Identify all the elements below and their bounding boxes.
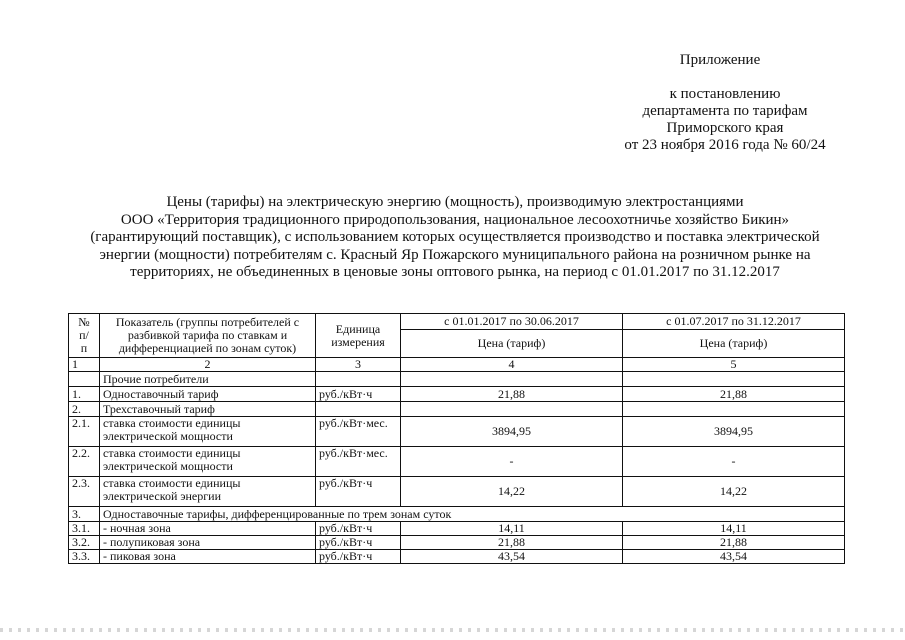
- row-unit: [316, 402, 401, 417]
- column-number: 1: [69, 358, 100, 372]
- table-row: [69, 522, 845, 536]
- row-unit: руб./кВт·ч: [316, 387, 401, 402]
- row-value-2: -: [623, 447, 845, 477]
- row-value-1: 3894,95: [401, 417, 623, 447]
- table-row: [69, 507, 845, 522]
- row-name: ставка стоимости единицы электрической мощности: [100, 417, 316, 447]
- row-unit: руб./кВт·ч: [316, 522, 401, 536]
- column-number: 4: [401, 358, 623, 372]
- appendix-ref-line: к постановлению: [669, 86, 781, 102]
- header-indicator: Показатель (группы потребителей с разбивкой тарифа по ставкам и дифференциацией по зонам суток): [100, 314, 316, 358]
- row-num: [69, 372, 100, 387]
- tariff-table: [68, 313, 845, 564]
- appendix-reference: [590, 86, 860, 154]
- column-number: 3: [316, 358, 401, 372]
- row-name: - пиковая зона: [100, 550, 316, 564]
- row-num: 3.3.: [69, 550, 100, 564]
- title-line: Цены (тарифы) на электрическую энергию (мощность), производимую электростанциями: [166, 194, 744, 210]
- row-num: 1.: [69, 387, 100, 402]
- row-num: 3.: [69, 507, 100, 522]
- row-value-1: -: [401, 447, 623, 477]
- row-unit: руб./кВт·ч: [316, 536, 401, 550]
- row-name: - ночная зона: [100, 522, 316, 536]
- row-name: Одноставочный тариф: [100, 387, 316, 402]
- header-period-1: с 01.01.2017 по 30.06.2017: [401, 314, 623, 330]
- header-period-2: с 01.07.2017 по 31.12.2017: [623, 314, 845, 330]
- row-value-2: 14,11: [623, 522, 845, 536]
- appendix-ref-line: от 23 ноября 2016 года № 60/24: [624, 137, 826, 153]
- row-name: - полупиковая зона: [100, 536, 316, 550]
- row-value-2: 43,54: [623, 550, 845, 564]
- row-num: 2.2.: [69, 447, 100, 477]
- appendix-ref-line: департамента по тарифам: [642, 103, 808, 119]
- title-line: (гарантирующий поставщик), с использованием которых осуществляется производство и поставка электрической: [90, 229, 820, 245]
- row-value-1: 21,88: [401, 387, 623, 402]
- appendix-ref-line: Приморского края: [666, 120, 784, 136]
- row-num: 2.: [69, 402, 100, 417]
- table-row: [69, 477, 845, 507]
- row-value-2: [623, 402, 845, 417]
- title-line: энергии (мощности) потребителям с. Красный Яр Пожарского муниципального района на розничном рынке на: [99, 246, 811, 263]
- row-name: ставка стоимости единицы электрической мощности: [100, 447, 316, 477]
- row-unit: руб./кВт·мес.: [316, 417, 401, 447]
- row-value-2: 14,22: [623, 477, 845, 507]
- column-number: 5: [623, 358, 845, 372]
- row-value-2: 3894,95: [623, 417, 845, 447]
- table-row: [69, 387, 845, 402]
- appendix-title: Приложение: [679, 52, 761, 68]
- row-value-1: [401, 402, 623, 417]
- row-name: Прочие потребители: [100, 372, 316, 387]
- table-row: [69, 536, 845, 550]
- table-row: [69, 417, 845, 447]
- document-title: [80, 194, 830, 282]
- row-value-2: 21,88: [623, 536, 845, 550]
- row-value-2: 21,88: [623, 387, 845, 402]
- scan-artifact: [0, 628, 905, 632]
- row-unit: руб./кВт·ч: [316, 477, 401, 507]
- table-row: [69, 402, 845, 417]
- table-row: [69, 447, 845, 477]
- header-price-1: Цена (тариф): [401, 330, 623, 358]
- header-num: № п/п: [69, 314, 100, 358]
- row-value-2: [623, 372, 845, 387]
- row-num: 2.3.: [69, 477, 100, 507]
- row-value-1: 21,88: [401, 536, 623, 550]
- row-name: Одноставочные тарифы, дифференцированные по трем зонам суток: [100, 507, 845, 522]
- title-line: территориях, не объединенных в ценовые зоны оптового рынка, на период с 01.01.2017 по 31.12.2017: [130, 264, 780, 280]
- row-unit: руб./кВт·мес.: [316, 447, 401, 477]
- row-name: Трехставочный тариф: [100, 402, 316, 417]
- title-line: ООО «Территория традиционного природопользования, национальное лесоохотничье хозяйство Бикин»: [120, 211, 790, 228]
- header-unit: Единица измерения: [316, 314, 401, 358]
- row-num: 3.1.: [69, 522, 100, 536]
- row-unit: руб./кВт·ч: [316, 550, 401, 564]
- table-row: [69, 550, 845, 564]
- column-number: 2: [100, 358, 316, 372]
- header-price-2: Цена (тариф): [623, 330, 845, 358]
- row-value-1: 14,11: [401, 522, 623, 536]
- row-num: 2.1.: [69, 417, 100, 447]
- table-row: [69, 372, 845, 387]
- row-value-1: 43,54: [401, 550, 623, 564]
- row-num: 3.2.: [69, 536, 100, 550]
- row-unit: [316, 372, 401, 387]
- row-name: ставка стоимости единицы электрической энергии: [100, 477, 316, 507]
- row-value-1: 14,22: [401, 477, 623, 507]
- row-value-1: [401, 372, 623, 387]
